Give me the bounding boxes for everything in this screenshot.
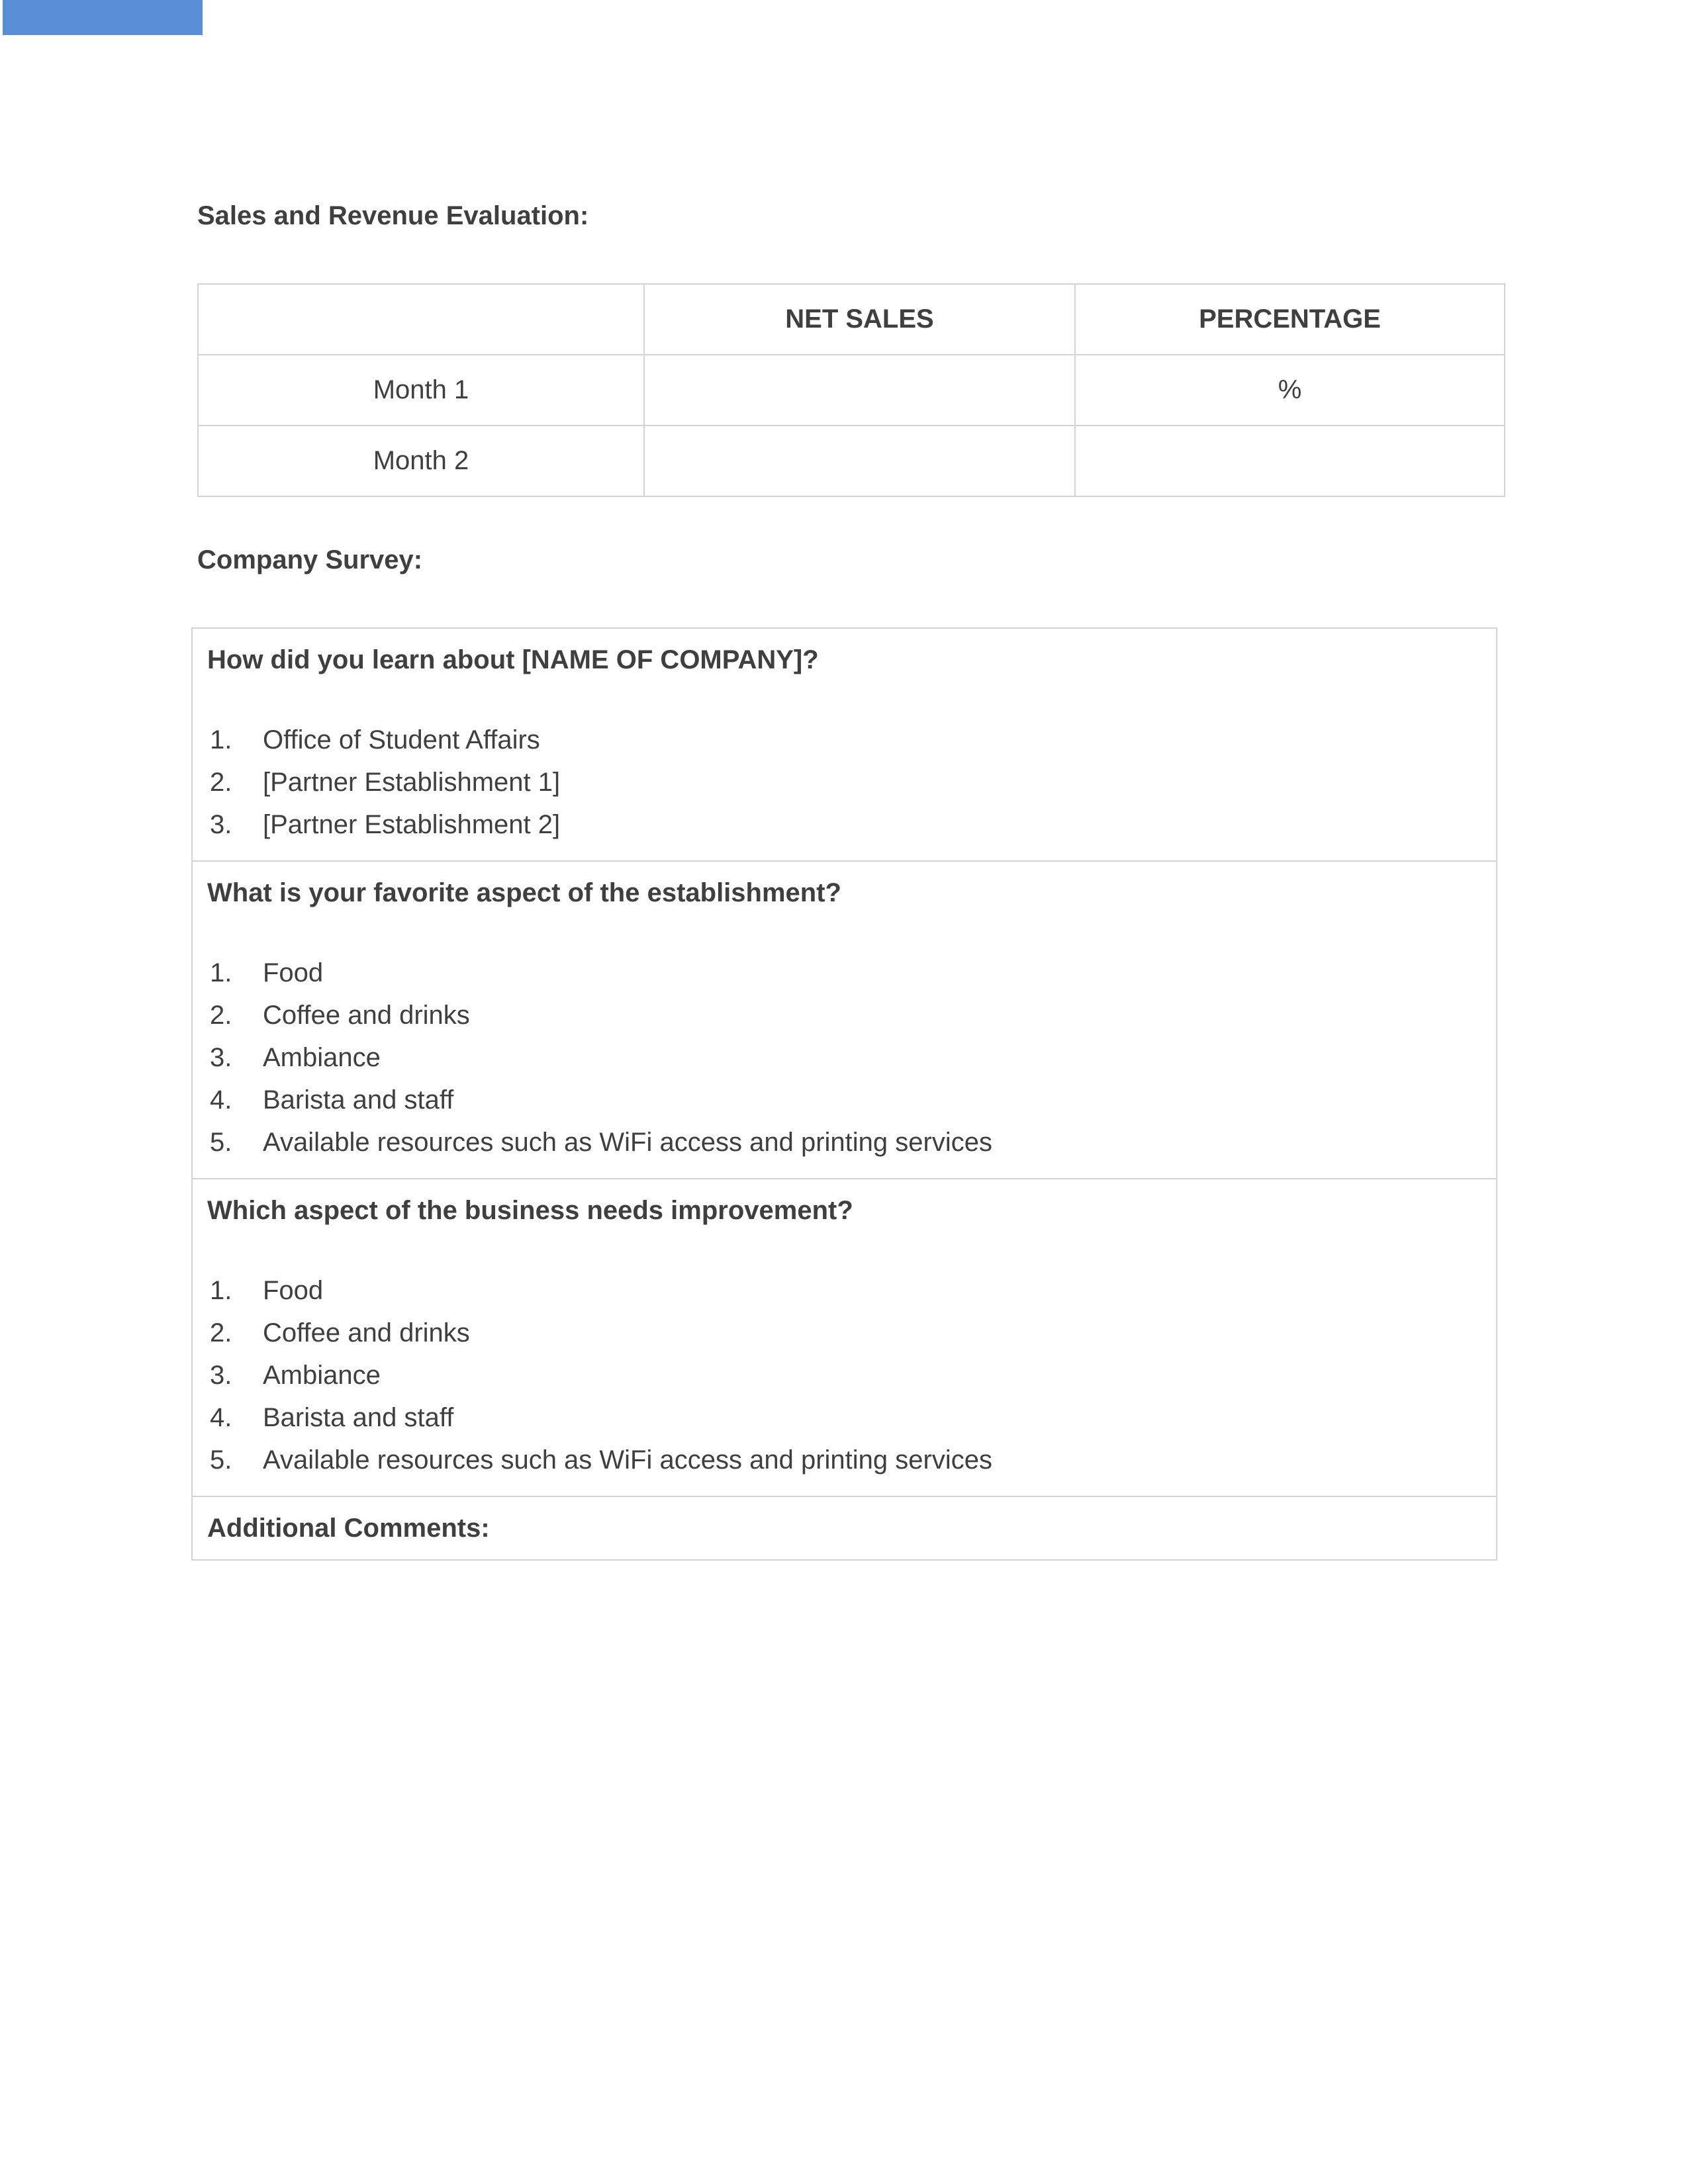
list-item[interactable]: [207, 803, 1483, 846]
answer-text: Barista and staff: [263, 1085, 454, 1115]
list-item[interactable]: [207, 719, 1483, 761]
sales-table-header-blank: [198, 284, 644, 355]
answer-list: [207, 1269, 1483, 1481]
answer-text: Food: [263, 958, 324, 987]
percentage-cell[interactable]: %: [1075, 355, 1505, 426]
survey-question: How did you learn about [NAME OF COMPANY]?: [207, 645, 819, 674]
list-item[interactable]: [207, 1269, 1483, 1312]
table-row: [198, 355, 1505, 426]
net-sales-cell[interactable]: [644, 355, 1075, 426]
list-number: 1.: [210, 725, 232, 754]
additional-comments-block[interactable]: [193, 1497, 1496, 1559]
percentage-cell[interactable]: [1075, 426, 1505, 496]
net-sales-cell[interactable]: [644, 426, 1075, 496]
list-number: 4.: [210, 1403, 232, 1432]
month-label: Month 2: [198, 426, 644, 496]
answer-text: Office of Student Affairs: [263, 725, 540, 754]
survey-question-block: [193, 1179, 1496, 1497]
list-number: 1.: [210, 958, 232, 987]
list-item[interactable]: [207, 994, 1483, 1036]
list-number: 2.: [210, 768, 232, 797]
survey-question: Which aspect of the business needs improvement?: [207, 1196, 853, 1225]
list-number: 1.: [210, 1276, 232, 1305]
sales-table: [197, 283, 1505, 497]
header-accent-bar: [3, 0, 203, 35]
list-item[interactable]: [207, 761, 1483, 803]
answer-text: Ambiance: [263, 1361, 381, 1390]
list-item[interactable]: [207, 1036, 1483, 1079]
answer-list: [207, 952, 1483, 1163]
answer-text: Ambiance: [263, 1043, 381, 1072]
list-number: 2.: [210, 1001, 232, 1030]
list-number: 5.: [210, 1128, 232, 1157]
answer-text: Food: [263, 1276, 324, 1305]
answer-text: [Partner Establishment 1]: [263, 768, 561, 797]
list-item[interactable]: [207, 1121, 1483, 1163]
survey-question-block: [193, 862, 1496, 1179]
list-number: 3.: [210, 810, 232, 839]
survey-question-block: [193, 629, 1496, 862]
list-item[interactable]: [207, 1079, 1483, 1121]
sales-revenue-heading: Sales and Revenue Evaluation:: [197, 201, 589, 230]
answer-list: [207, 719, 1483, 846]
answer-text: Coffee and drinks: [263, 1001, 470, 1030]
list-number: 5.: [210, 1445, 232, 1475]
answer-text: [Partner Establishment 2]: [263, 810, 561, 839]
answer-text: Available resources such as WiFi access and printing services: [263, 1128, 992, 1157]
list-number: 2.: [210, 1318, 232, 1347]
answer-text: Barista and staff: [263, 1403, 454, 1432]
list-item[interactable]: [207, 1439, 1483, 1481]
list-number: 3.: [210, 1361, 232, 1390]
answer-text: Available resources such as WiFi access and printing services: [263, 1445, 992, 1475]
list-number: 4.: [210, 1085, 232, 1115]
list-item[interactable]: [207, 1312, 1483, 1354]
net-sales-header: NET SALES: [644, 284, 1075, 355]
list-item[interactable]: [207, 1354, 1483, 1396]
list-number: 3.: [210, 1043, 232, 1072]
sales-table-header-row: [198, 284, 1505, 355]
month-label: Month 1: [198, 355, 644, 426]
list-item[interactable]: [207, 952, 1483, 994]
list-item[interactable]: [207, 1396, 1483, 1439]
answer-text: Coffee and drinks: [263, 1318, 470, 1347]
table-row: [198, 426, 1505, 496]
survey-question: What is your favorite aspect of the establishment?: [207, 878, 841, 907]
percentage-header: PERCENTAGE: [1075, 284, 1505, 355]
company-survey-heading: Company Survey:: [197, 545, 423, 574]
additional-comments-label: Additional Comments:: [207, 1514, 490, 1543]
survey-table: [191, 627, 1497, 1561]
